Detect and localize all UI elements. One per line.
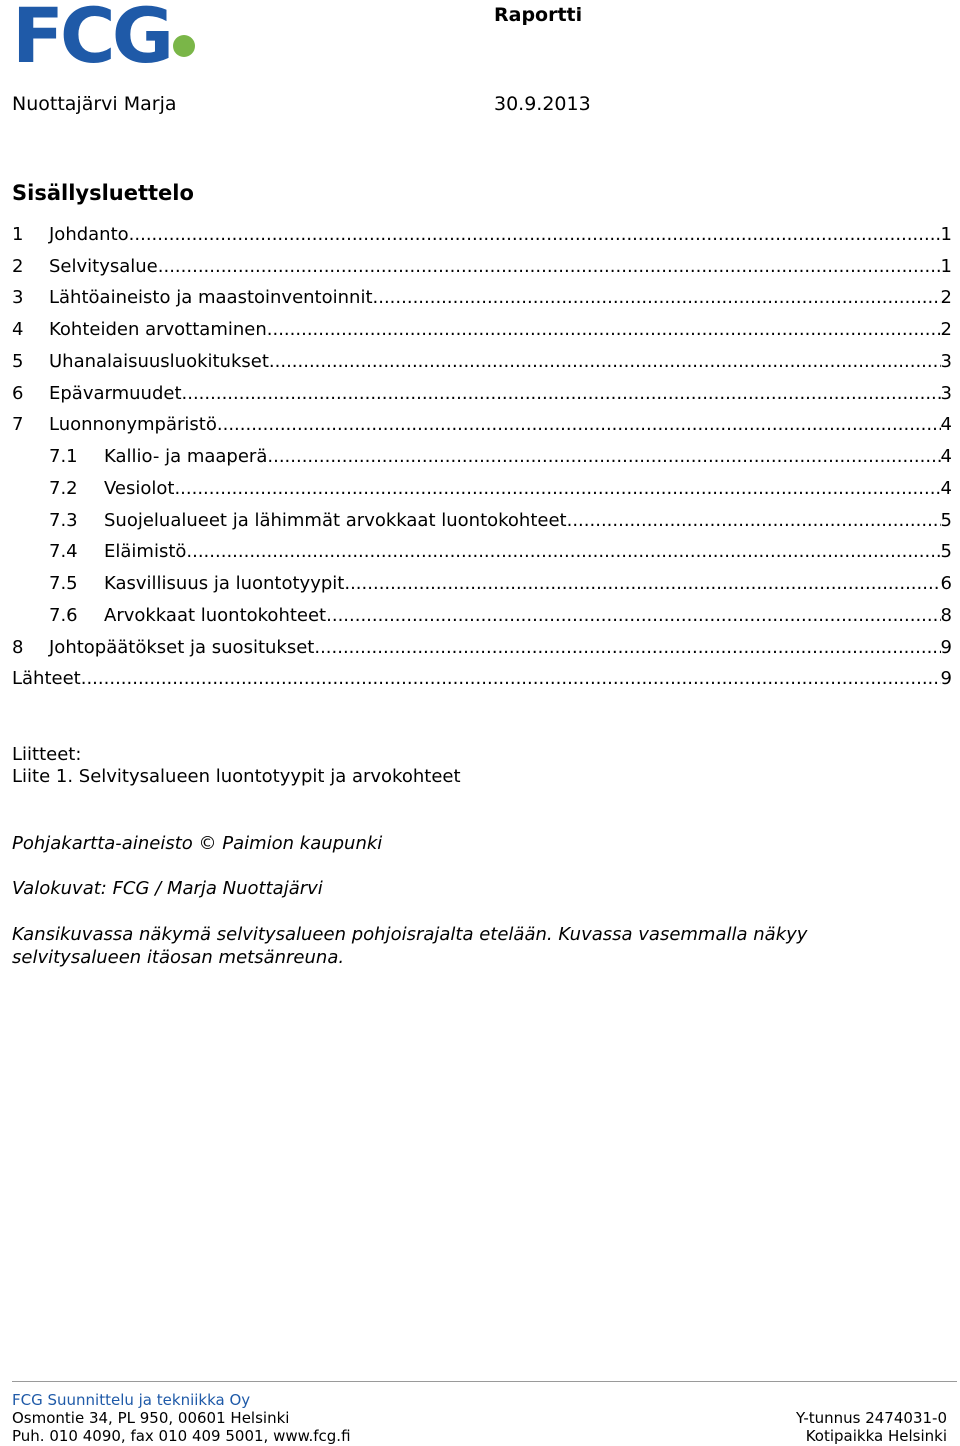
toc-entry-title: Uhanalaisuusluokitukset — [49, 351, 269, 372]
toc-leader-dots — [186, 541, 940, 562]
toc-entry-page: 6 — [940, 573, 952, 594]
footer-business-id: Y-tunnus 2474031-0 — [795, 1409, 947, 1427]
toc-heading: Sisällysluettelo — [12, 181, 194, 205]
toc-entry-number: 4 — [12, 319, 24, 340]
toc-entry[interactable] — [12, 383, 952, 407]
toc-leader-dots — [158, 256, 941, 277]
toc-entry-page: 9 — [940, 637, 952, 658]
toc-entry-page: 9 — [940, 668, 952, 689]
basemap-credit: Pohjakartta-aineisto © Paimion kaupunki — [12, 833, 383, 854]
toc-entry-number: 5 — [12, 351, 24, 372]
toc-subentry[interactable] — [12, 605, 952, 629]
toc-entry-number: 3 — [12, 287, 24, 308]
toc-entry[interactable] — [12, 414, 952, 438]
footer-domicile: Kotipaikka Helsinki — [805, 1427, 947, 1445]
toc-leader-dots — [182, 383, 941, 404]
footer-divider — [12, 1381, 957, 1382]
toc-entry-title: Suojelualueet ja lähimmät arvokkaat luontokohteet — [104, 510, 567, 531]
toc-entry-title: Eläimistö — [104, 541, 187, 562]
toc-entry[interactable] — [12, 224, 952, 248]
toc-entry-page: 3 — [940, 383, 952, 404]
toc-entry[interactable] — [12, 287, 952, 311]
toc-entry-number: 6 — [12, 383, 24, 404]
document-type-label: Raportti — [494, 4, 583, 26]
document-date: 30.9.2013 — [494, 93, 591, 115]
toc-entry-title: Lähtöaineisto ja maastoinventoinnit — [49, 287, 373, 308]
toc-entry-page: 5 — [940, 541, 952, 562]
toc-entry-page: 1 — [940, 224, 952, 245]
toc-leader-dots — [326, 605, 940, 626]
toc-subentry[interactable] — [12, 541, 952, 565]
toc-leader-dots — [81, 668, 941, 689]
footer-company-name: FCG Suunnittelu ja tekniikka Oy — [12, 1391, 251, 1409]
toc-leader-dots — [269, 351, 941, 372]
toc-leader-dots — [174, 478, 940, 499]
toc-entry[interactable] — [12, 256, 952, 280]
logo-text: FCG — [12, 2, 171, 68]
fcg-logo — [12, 2, 202, 68]
photo-credit: Valokuvat: FCG / Marja Nuottajärvi — [12, 878, 323, 899]
toc-entry-page: 2 — [940, 287, 952, 308]
toc-subentry[interactable] — [12, 573, 952, 597]
toc-leader-dots — [567, 510, 941, 531]
toc-entry-number: 7.4 — [49, 541, 78, 562]
toc-leader-dots — [344, 573, 940, 594]
toc-subentry[interactable] — [12, 478, 952, 502]
logo-dot — [173, 35, 195, 57]
toc-entry-title: Arvokkaat luontokohteet — [104, 605, 327, 626]
toc-leader-dots — [217, 414, 941, 435]
toc-entry-title: Kasvillisuus ja luontotyypit — [104, 573, 345, 594]
toc-entry-number: 7 — [12, 414, 24, 435]
toc-leader-dots — [373, 287, 941, 308]
toc-subentry[interactable] — [12, 510, 952, 534]
footer-address: Osmontie 34, PL 950, 00601 Helsinki — [12, 1409, 290, 1427]
appendices-label: Liitteet: — [12, 744, 82, 765]
toc-entry-title: Luonnonympäristö — [49, 414, 217, 435]
footer-contact: Puh. 010 4090, fax 010 409 5001, www.fcg.fi — [12, 1427, 351, 1445]
toc-leader-dots — [267, 446, 940, 467]
toc-entry-number: 7.5 — [49, 573, 78, 594]
toc-leader-dots — [129, 224, 941, 245]
toc-entry-page: 5 — [940, 510, 952, 531]
toc-entry-number: 7.3 — [49, 510, 78, 531]
toc-entry-title: Epävarmuudet — [49, 383, 182, 404]
toc-entry-page: 4 — [940, 446, 952, 467]
toc-entry-title: Selvitysalue — [49, 256, 158, 277]
toc-entry-number: 7.1 — [49, 446, 78, 467]
cover-image-description: Kansikuvassa näkymä selvitysalueen pohjoisrajalta etelään. Kuvassa vasemmalla näkyy selvitysalueen itäosan metsänreuna. — [12, 924, 808, 968]
toc-entry-page: 8 — [940, 605, 952, 626]
toc-entry-page: 1 — [940, 256, 952, 277]
toc-entry-title: Kohteiden arvottaminen — [49, 319, 267, 340]
toc-entry-number: 7.6 — [49, 605, 78, 626]
toc-entry-title: Kallio- ja maaperä — [104, 446, 268, 467]
toc-entry-page: 3 — [940, 351, 952, 372]
toc-entry[interactable] — [12, 351, 952, 375]
toc-entry-number: 8 — [12, 637, 24, 658]
toc-entry-references[interactable] — [12, 668, 952, 692]
toc-entry-page: 4 — [940, 414, 952, 435]
toc-entry-title: Lähteet — [12, 668, 81, 689]
toc-entry-title: Johdanto — [49, 224, 129, 245]
toc-entry-number: 2 — [12, 256, 24, 277]
toc-entry-page: 4 — [940, 478, 952, 499]
toc-entry-page: 2 — [940, 319, 952, 340]
toc-entry-number: 7.2 — [49, 478, 78, 499]
toc-subentry[interactable] — [12, 446, 952, 470]
author-name: Nuottajärvi Marja — [12, 93, 177, 115]
toc-entry-title: Johtopäätökset ja suositukset — [49, 637, 315, 658]
toc-entry[interactable] — [12, 637, 952, 661]
toc-entry-number: 1 — [12, 224, 24, 245]
toc-entry[interactable] — [12, 319, 952, 343]
toc-leader-dots — [267, 319, 941, 340]
appendix-item: Liite 1. Selvitysalueen luontotyypit ja arvokohteet — [12, 766, 461, 787]
toc-entry-title: Vesiolot — [104, 478, 175, 499]
toc-leader-dots — [314, 637, 940, 658]
